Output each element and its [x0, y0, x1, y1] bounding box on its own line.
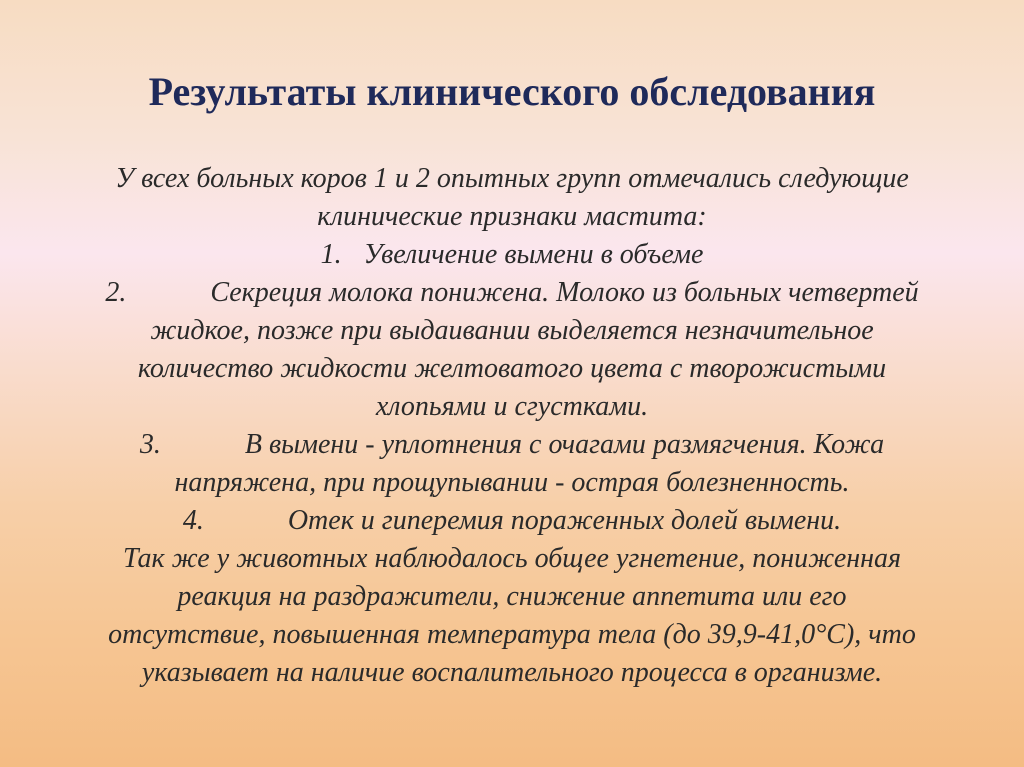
outro-line-2: реакция на раздражители, снижение аппетита или его [177, 581, 847, 612]
outro-line-1: Так же у животных наблюдалось общее угнетение, пониженная [122, 543, 902, 574]
list-item-number: 3. [139, 429, 161, 460]
list-item-2-cont-3: хлопьями и сгустками. [375, 391, 649, 422]
list-item-3 [56, 426, 968, 464]
intro-line-2: клинические признаки мастита: [317, 201, 707, 232]
outro-line-3: отсутствие, повышенная температура тела (до 39,9-41,0°С), что [108, 619, 916, 650]
list-item-2 [56, 274, 968, 312]
list-item-number: 2. [105, 277, 127, 308]
outro-line-4: указывает на наличие воспалительного процесса в организме. [141, 657, 883, 688]
intro-line-1: У всех больных коров 1 и 2 опытных групп отмечались следующие [115, 163, 909, 194]
list-item-text: Увеличение вымени в объеме [363, 239, 704, 270]
slide-body [56, 160, 968, 692]
list-item-number: 4. [182, 505, 204, 536]
list-item-number: 1. [320, 239, 342, 270]
list-item-2-cont-2: количество жидкости желтоватого цвета с творожистыми [137, 353, 887, 384]
list-item-3-cont-1: напряжена, при прощупывании - острая болезненность. [174, 467, 850, 498]
list-item-text: Секреция молока понижена. Молоко из больных четвертей [210, 277, 919, 308]
slide-title: Результаты клинического обследования [148, 69, 876, 114]
list-item-text: Отек и гиперемия пораженных долей вымени. [287, 505, 842, 536]
list-item-1 [56, 236, 968, 274]
list-item-2-cont-1: жидкое, позже при выдаивании выделяется незначительное [150, 315, 874, 346]
list-item-text: В вымени - уплотнения с очагами размягчения. Кожа [244, 429, 885, 460]
list-item-4 [56, 502, 968, 540]
